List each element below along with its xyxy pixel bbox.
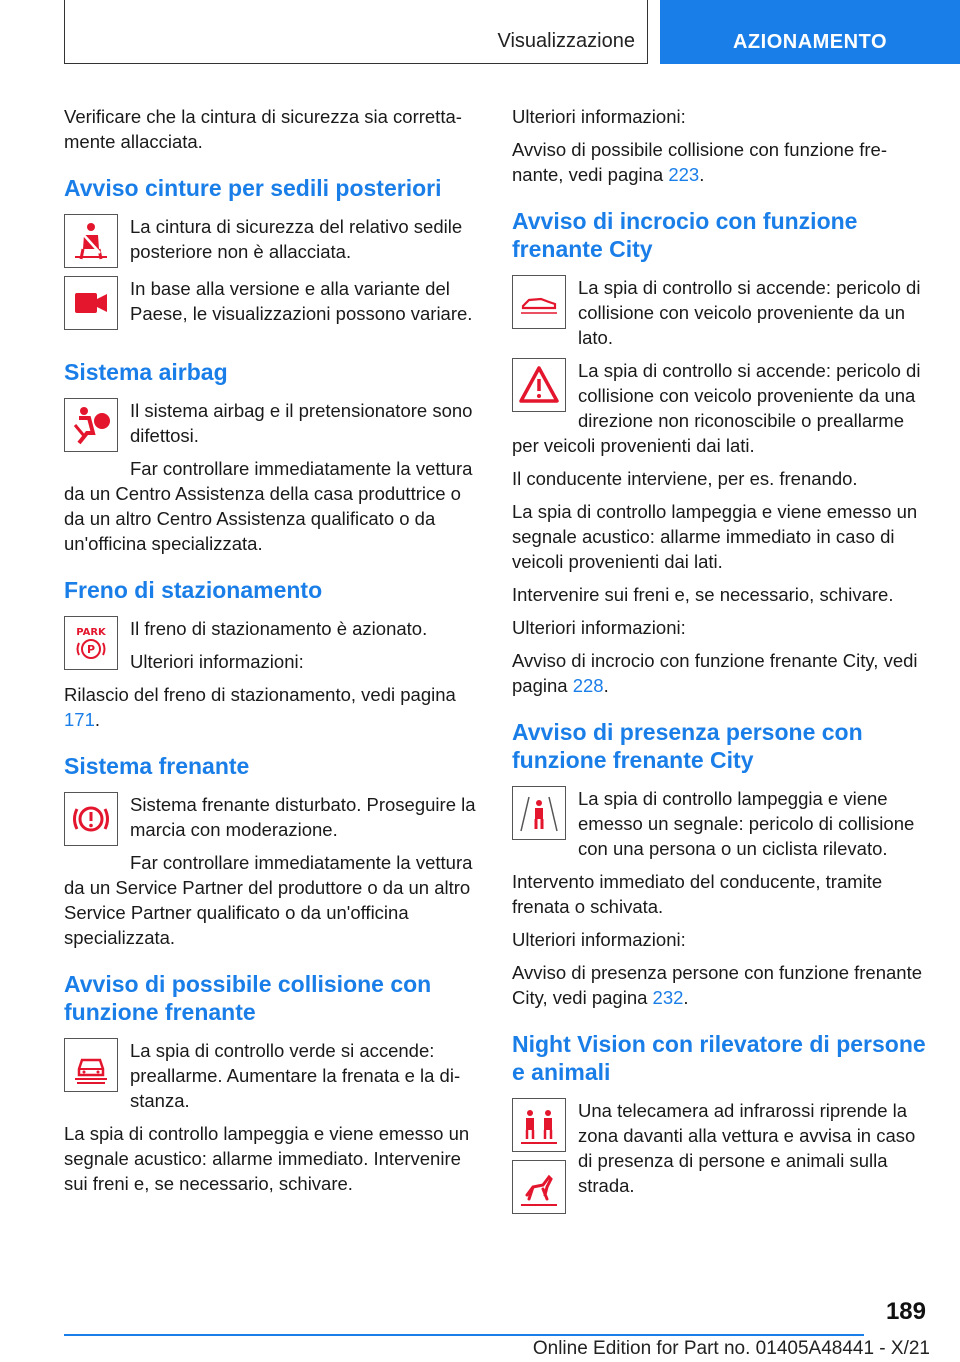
airbag-icon bbox=[64, 398, 118, 452]
night-vision-text-1: Una telecamera ad infrarossi riprende la zona davanti alla vettura e avvisa in caso di presenza di persone e animali sulla strada. bbox=[578, 1100, 916, 1196]
intro-text: Verificare che la cintura di sicurezza sia correttamente allacciata. bbox=[64, 106, 462, 152]
seatbelt-warning-icon bbox=[64, 214, 118, 268]
parking-brake-text-3: Rilascio del freno di stazionamento, vedi pagina 171. bbox=[64, 684, 456, 730]
heading-night-vision: Night Vision con rilevatore di persone e animali bbox=[512, 1031, 926, 1085]
night-vision-animal-icon bbox=[512, 1160, 566, 1214]
collision-warning-text-2: La spia di controllo lampeggia e viene emesso un segnale acustico: allarme immediato. Intervenire sui freni e, se necessario, schivare. bbox=[64, 1123, 470, 1194]
pedestrian-warning-text-4: Avviso di presenza persone con funzione frenante City, vedi pagina 232. bbox=[512, 962, 923, 1008]
crossing-warning-text-5: Intervenire sui freni e, se necessario, schivare. bbox=[512, 584, 894, 605]
heading-pedestrian-warning: Avviso di presenza persone con funzione frenante City bbox=[512, 719, 863, 773]
pedestrian-warning-text-3: Ulteriori informazioni: bbox=[512, 929, 686, 950]
triangle-warning-icon bbox=[512, 358, 566, 412]
svg-text:PARK: PARK bbox=[76, 627, 106, 638]
page-link-228[interactable]: 228 bbox=[572, 675, 604, 696]
brake-system-icon bbox=[64, 792, 118, 846]
crossing-warning-text-3: Il conducente interviene, per es. frenando. bbox=[512, 468, 858, 489]
rear-seatbelt-text-2: In base alla versione e alla variante del Paese, le visualizzazioni possono variare. bbox=[130, 278, 473, 324]
parking-brake-text-1: Il freno di stazionamento è azionato. bbox=[130, 618, 428, 639]
parking-brake-text-2: Ulteriori informazioni: bbox=[130, 651, 304, 672]
footer-divider bbox=[64, 1334, 864, 1336]
crossing-warning-icon bbox=[512, 275, 566, 329]
seatbelt-rear-icon bbox=[64, 276, 118, 330]
brake-system-text-2: Far controllare immediatamente la vettura da un Service Partner del produttore o da un altro Service Partner qualificato o da un'officina specializzata. bbox=[64, 852, 473, 948]
crossing-warning-text-7: Avviso di incrocio con funzione frenante City, vedi pagina 228. bbox=[512, 650, 918, 696]
night-vision-persons-icon bbox=[512, 1098, 566, 1152]
crossing-warning-text-6: Ulteriori informazioni: bbox=[512, 617, 686, 638]
page-link-223[interactable]: 223 bbox=[668, 164, 700, 185]
left-column bbox=[64, 104, 482, 1204]
crossing-warning-text-2: La spia di controllo si accende: pericolo di collisione con veicolo proveniente da una direzione non riconoscibile o preallarme per veicoli provenienti dai lati. bbox=[512, 360, 921, 456]
right-intro-2: Avviso di possibile collisione con funzione frenante, vedi pagina 223. bbox=[512, 139, 888, 185]
crossing-warning-text-1: La spia di controllo si accende: pericolo di collisione con veicolo proveniente da un lato. bbox=[578, 277, 921, 348]
pedestrian-warning-text-2: Intervento immediato del conducente, tramite frenata o schivata. bbox=[512, 871, 883, 917]
right-intro-1: Ulteriori informazioni: bbox=[512, 106, 686, 127]
pedestrian-warning-icon bbox=[512, 786, 566, 840]
rear-seatbelt-text-1: La cintura di sicurezza del relativo sedile posteriore non è allacciata. bbox=[130, 216, 463, 262]
heading-crossing-warning: Avviso di incrocio con funzione frenante City bbox=[512, 208, 858, 262]
header-section-box bbox=[64, 0, 648, 64]
page-link-171[interactable]: 171 bbox=[64, 709, 95, 730]
crossing-warning-text-4: La spia di controllo lampeggia e viene emesso un segnale acustico: allarme immediato in caso di veicoli provenienti dai lati. bbox=[512, 501, 918, 572]
heading-brake-system: Sistema frenante bbox=[64, 753, 250, 779]
pedestrian-warning-text-1: La spia di controllo lampeggia e viene emesso un segnale: pericolo di collisione con una persona o un ciclista rilevato. bbox=[578, 788, 915, 859]
collision-warning-text-1: La spia di controllo verde si accende: preallarme. Aumentare la frenata e la distanza. bbox=[130, 1040, 461, 1111]
header-chapter-tab[interactable] bbox=[660, 0, 960, 64]
night-vision-icons bbox=[512, 1098, 578, 1222]
airbag-text-1: Il sistema airbag e il pretensionatore sono difettosi. bbox=[130, 400, 473, 446]
heading-collision-warning: Avviso di possibile collisione con funzione frenante bbox=[64, 971, 432, 1025]
airbag-text-2: Far controllare immediatamente la vettura da un Centro Assistenza della casa produttrice o da un altro Centro Assistenza qualificato o da un'officina specializzata. bbox=[64, 458, 473, 554]
heading-parking-brake: Freno di stazionamento bbox=[64, 577, 323, 603]
brake-system-text-1: Sistema frenante disturbato. Proseguire la marcia con moderazione. bbox=[130, 794, 476, 840]
heading-rear-seatbelt: Avviso cinture per sedili posteriori bbox=[64, 175, 442, 201]
header-section-title: Visualizzazione bbox=[497, 30, 635, 52]
footer-edition: Online Edition for Part no. 01405A48441 - X/21 bbox=[532, 1338, 930, 1359]
page-number: 189 bbox=[885, 1298, 926, 1325]
heading-airbag: Sistema airbag bbox=[64, 359, 228, 385]
right-column bbox=[512, 104, 930, 1222]
collision-warning-icon bbox=[64, 1038, 118, 1092]
svg-text:P: P bbox=[86, 643, 96, 656]
header-chapter-title: AZIONAMENTO bbox=[732, 31, 887, 53]
park-brake-icon bbox=[64, 616, 118, 670]
page-link-232[interactable]: 232 bbox=[652, 987, 684, 1008]
